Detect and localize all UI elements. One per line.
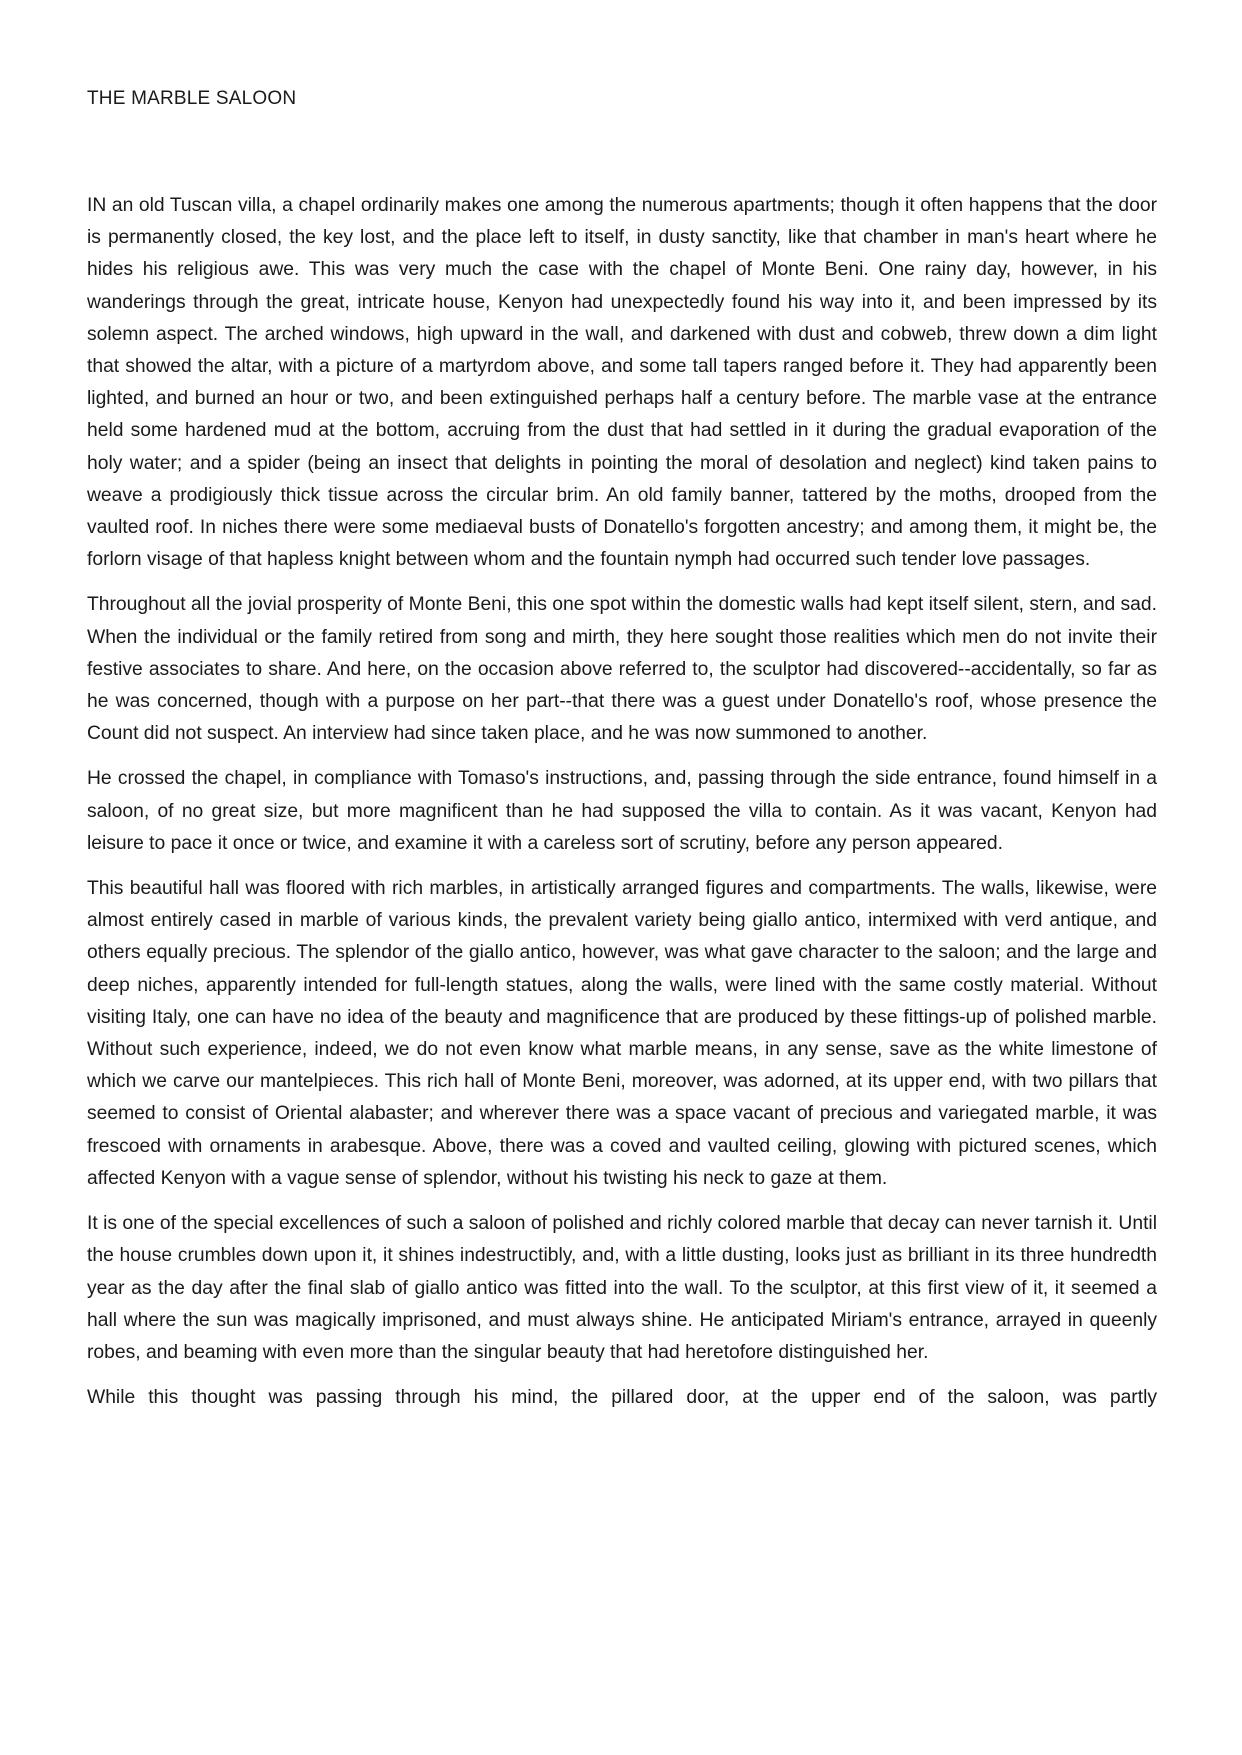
paragraph: This beautiful hall was floored with rich marbles, in artistically arranged figures and compartments. The walls, likewise, were almost entirely cased in marble of various kinds, the prevalent variety being giallo antico, intermixed with verd antique, and others equally precious. The splendor of the giallo antico, however, was what gave character to the saloon; and the large and deep niches, apparently intended for full-length statues, along the walls, were lined with the same costly material. Without visiting Italy, one can have no idea of the beauty and magnificence that are produced by these fittings-up of polished marble. Without such experience, indeed, we do not even know what marble means, in any sense, save as the white limestone of which we carve our mantelpieces. This rich hall of Monte Beni, moreover, was adorned, at its upper end, with two pillars that seemed to consist of Oriental alabaster; and wherever there was a space vacant of precious and variegated marble, it was frescoed with ornaments in arabesque. Above, there was a coved and vaulted ceiling, glowing with pictured scenes, which affected Kenyon with a vague sense of splendor, without his twisting his neck to gaze at them. [87,878,1157,1189]
paragraph: While this thought was passing through his mind, the pillared door, at the upper end of the saloon, was partly [87,1387,1157,1409]
paragraph: It is one of the special excellences of such a saloon of polished and richly colored marble that decay can never tarnish it. Until the house crumbles down upon it, it shines indestructibly, and, with a little dusting, looks just as brilliant in its three hundredth year as the day after the final slab of giallo antico was fitted into the wall. To the sculptor, at this first view of it, it seemed a hall where the sun was magically imprisoned, and must always shine. He anticipated Miriam's entrance, arrayed in queenly robes, and beaming with even more than the singular beauty that had heretofore distinguished her. [87,1213,1157,1363]
paragraph: IN an old Tuscan villa, a chapel ordinarily makes one among the numerous apartments; though it often happens that the door is permanently closed, the key lost, and the place left to itself, in dusty sanctity, like that chamber in man's heart where he hides his religious awe. This was very much the case with the chapel of Monte Beni. One rainy day, however, in his wanderings through the great, intricate house, Kenyon had unexpectedly found his way into it, and been impressed by its solemn aspect. The arched windows, high upward in the wall, and darkened with dust and cobweb, threw down a dim light that showed the altar, with a picture of a martyrdom above, and some tall tapers ranged before it. They had apparently been lighted, and burned an hour or two, and been extinguished perhaps half a century before. The marble vase at the entrance held some hardened mud at the bottom, accruing from the dust that had settled in it during the gradual evaporation of the holy water; and a spider (being an insect that delights in pointing the moral of desolation and neglect) kind taken pains to weave a prodigiously thick tissue across the circular brim. An old family banner, tattered by the moths, drooped from the vaulted roof. In niches there were some mediaeval busts of Donatello's forgotten ancestry; and among them, it might be, the forlorn visage of that hapless knight between whom and the fountain nymph had occurred such tender love passages. [87,195,1157,571]
paragraph: Throughout all the jovial prosperity of Monte Beni, this one spot within the domestic walls had kept itself silent, stern, and sad. When the individual or the family retired from song and mirth, they here sought those realities which men do not invite their festive associates to share. And here, on the occasion above referred to, the sculptor had discovered--accidentally, so far as he was concerned, though with a purpose on her part--that there was a guest under Donatello's roof, whose presence the Count did not suspect. An interview had since taken place, and he was now summoned to another. [87,594,1157,745]
chapter-body [87,190,1157,1427]
paragraph: He crossed the chapel, in compliance with Tomaso's instructions, and, passing through the side entrance, found himself in a saloon, of no great size, but more magnificent than he had supposed the villa to contain. As it was vacant, Kenyon had leisure to pace it once or twice, and examine it with a careless sort of scrutiny, before any person appeared. [87,768,1157,854]
chapter-title: THE MARBLE SALOON [87,88,297,109]
